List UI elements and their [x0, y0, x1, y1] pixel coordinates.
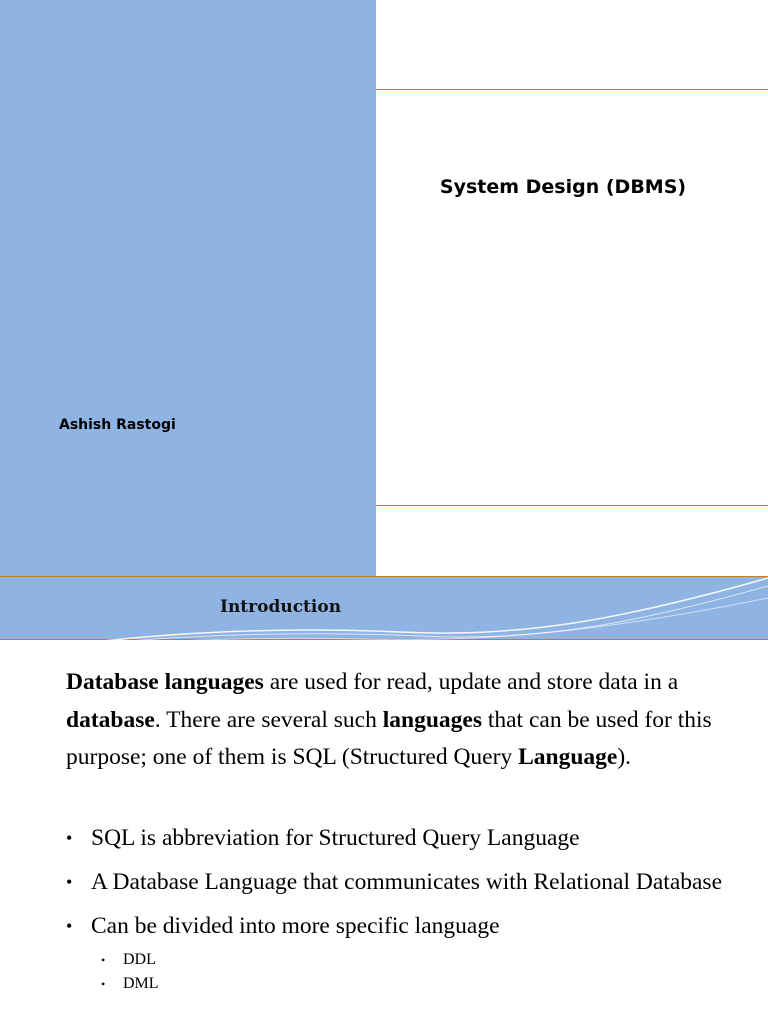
author-name: Ashish Rastogi [59, 417, 176, 433]
bullet-list [66, 820, 726, 1004]
sub-bullet-text: DML [123, 975, 159, 992]
intro-bold-2: database [66, 706, 155, 733]
top-divider-rule [376, 89, 768, 90]
intro-bold-4: Language [518, 744, 618, 770]
decorative-swoosh [0, 576, 768, 666]
bullet-text: Can be divided into more specific language [91, 913, 500, 939]
sub-bullet-dot-icon: • [101, 977, 106, 991]
intro-text-4: ). [617, 744, 632, 770]
sub-bullet-list [91, 948, 726, 996]
bullet-item [66, 864, 726, 900]
sub-bullet-dot-icon: • [101, 953, 106, 967]
intro-bold-1: Database languages [66, 669, 264, 695]
bullet-dot-icon: • [66, 872, 73, 892]
introduction-slide [0, 576, 768, 1024]
bullet-item [66, 908, 726, 996]
intro-text-1: are used for read, update and store data in a [263, 669, 679, 695]
bullet-text: SQL is abbreviation for Structured Query Language [91, 825, 580, 851]
intro-paragraph [66, 664, 726, 777]
section-heading: Introduction [220, 597, 342, 617]
intro-bold-3: languages [382, 706, 482, 733]
bottom-divider-rule [376, 505, 768, 506]
intro-text-3: that can be used for this purpose; one of them is SQL (Structured Query [66, 706, 712, 770]
slide-title: System Design (DBMS) [439, 176, 687, 198]
intro-text-2: . There are several such [154, 706, 383, 733]
bullet-dot-icon: • [66, 916, 73, 936]
left-color-panel [0, 0, 376, 576]
bullet-dot-icon: • [66, 828, 73, 848]
bullet-item [66, 820, 726, 856]
sub-bullet-item [91, 972, 726, 996]
bullet-text: A Database Language that communicates with Relational Database [91, 869, 723, 895]
sub-bullet-text: DDL [123, 951, 156, 968]
sub-bullet-item [91, 948, 726, 972]
